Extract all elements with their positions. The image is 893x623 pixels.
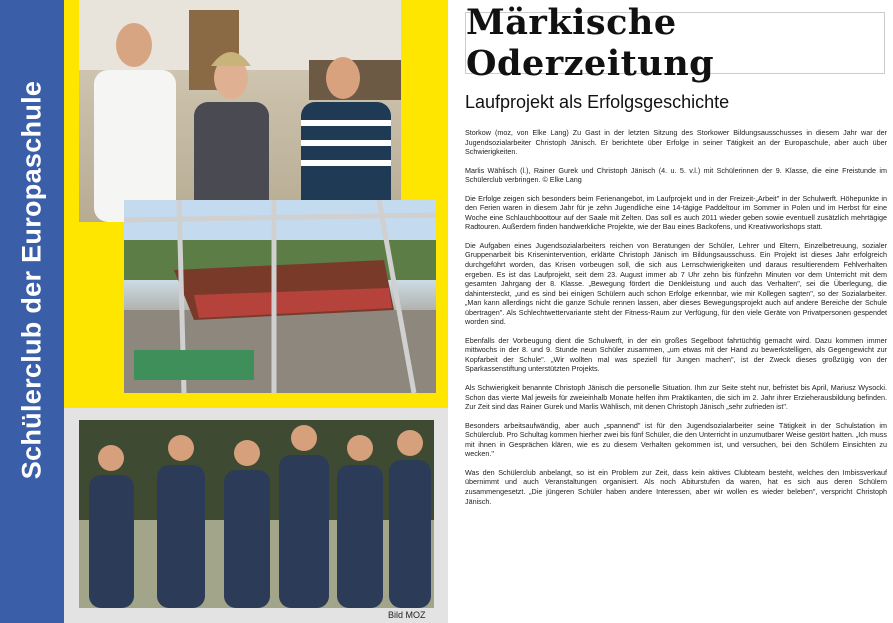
article-body (465, 128, 887, 515)
headline: Laufprojekt als Erfolgsgeschichte (465, 92, 730, 112)
sidebar-title: Schülerclub der Europaschule (16, 80, 47, 480)
paragraph: Besonders arbeitsaufwändig, aber auch „spannend" ist für den Jugendsozialarbeiter seine Tätigkeit in der Schulstation im Schülerclub. Pro Schultag kommen hierher zwei bis fünf Schüler, die den Unterricht in unzumutbarer Weise gestört hatten. „Ich muss mit ihnen in Gesprächen klären, wie es zu diesem Verhalten gekommen ist, und versuchen, bei den Schülern Einsichten zu wecken." (465, 420, 887, 459)
paragraph: Die Erfolge zeigen sich besonders beim Ferienangebot, im Laufprojekt und in der Freizeit-„Arbeit" in der Schulwerft. Höhepunkte in den Ferien waren in diesem Jahr für je zehn Jugendliche eine 14-tägige Paddeltour im Sommer in Polen und im Herbst für eine Woche eine Schlauchboottour auf der Saale mit Zelten. Das soll es auch 2011 wieder geben sowie eventuell zusätzlich mehrtägige Radtouren. Außerdem finden handwerkliche Projekte, wie der Bau eines Backofens, und Kreativworkshops statt. (465, 193, 887, 232)
paragraph: Als Schwierigkeit benannte Christoph Jänisch die personelle Situation. Ihm zur Seite steht nur, befristet bis April, Mariusz Wysocki. Schon das vierte Mal jeweils für zweieinhalb Monate helfen ihm Praktikanten, die sich im 2. Jahr ihrer Erzieherausbildung befinden. Zur Zeit sind das Rainer Gurek und Marlis Wählisch, mit denen Christoph Jänisch „sehr zufrieden ist". (465, 383, 887, 412)
paragraph: Storkow (moz, von Elke Lang) Zu Gast in der letzten Sitzung des Storkower Bildungsausschusses in diesem Jahr war der Jugendsozialarbeiter Christoph Jänisch. Er berichtete über Erfolge in seiner Tätigkeit an der Europaschule, aber auch über Schwierigkeiten. (465, 128, 887, 157)
photo-people-illustration (79, 0, 401, 222)
sidebar (0, 0, 64, 623)
photo-runners-illustration (79, 420, 434, 608)
paragraph: Ebenfalls der Vorbeugung dient die Schulwerft, in der ein großes Segelboot fahrtüchtig gemacht wird. Dazu kommen immer mittwochs in der 8. und 9. Stunde neun Schüler zusammen, „um etwas mit der Hand zu bewerkstelligen, als Gegengewicht zur Kopfarbeit der Schule". „Wir wollten mal was speziell für Jungen machen", ist der Zweck dieses großzügig von der Sparkassenstiftung unterstützten Projekts. (465, 335, 887, 374)
photo-credit: Bild MOZ (388, 610, 426, 620)
photo-runners (79, 420, 434, 608)
paragraph: Die Aufgaben eines Jugendsozialarbeiters reichen von Beratungen der Schüler, Lehrer und Eltern, Einzelbetreuung, sozialer Gruppenarbeit bis Krisenintervention, erklärte Christoph Jänisch im Bildungsausschuss. Ein Projekt ist dieses Jahr erfolgreich durchgeführt worden, das Krisen vorbeugen soll, die sich aus Lernschwierigkeiten und daraus resultierendem Fehlverhalten ergeben. Es ist das Laufprojekt, seit dem 23. August immer ab 7 Uhr zehn bis fünfzehn Minuten vor dem Unterricht mit dem gesamten Jahrgang der 8. Klasse. „Bewegung fördert die Denkleistung und auch das Verhalten", sei die Überlegung, die dahintersteckt, „und es sind bei einigen Schülern auch schon Erfolge erkennbar, wie mir Kollegen sagten", so der Sozialarbeiter. „Man kann allerdings nicht die ganze Schule rennen lassen, aber dieses Bewegungsprojekt auch auf andere Bereiche der Schule übertragen". Als Schlechtwettervariante steht der Fitness-Raum zur Verfügung, für den viele Geräte von Privatpersonen gespendet worden sind. (465, 240, 887, 327)
masthead (465, 2, 885, 84)
photo-people (79, 0, 401, 222)
paragraph: Was den Schülerclub anbelangt, so ist ein Problem zur Zeit, dass kein aktives Clubteam besteht, welches den Imbissverkauf übernimmt und auch Veranstaltungen organisiert. Als noch Abiturstufen da waren, hat es sich aus deren Schülern zusammengesetzt. „Die jüngeren Schüler haben andere Interessen, aber wir wollen es wieder beleben", verspricht Christoph Jänisch. (465, 467, 887, 506)
photo-boat (124, 200, 436, 393)
masthead-title: Märkische Oderzeitung (466, 2, 715, 84)
photo-boat-illustration (124, 200, 436, 393)
paragraph: Marlis Wählisch (l.), Rainer Gurek und Christoph Jänisch (4. u. 5. v.l.) mit Schülerinnen der 9. Klasse, die eine Freistunde im Schülerclub verbringen. © Elke Lang (465, 165, 887, 185)
